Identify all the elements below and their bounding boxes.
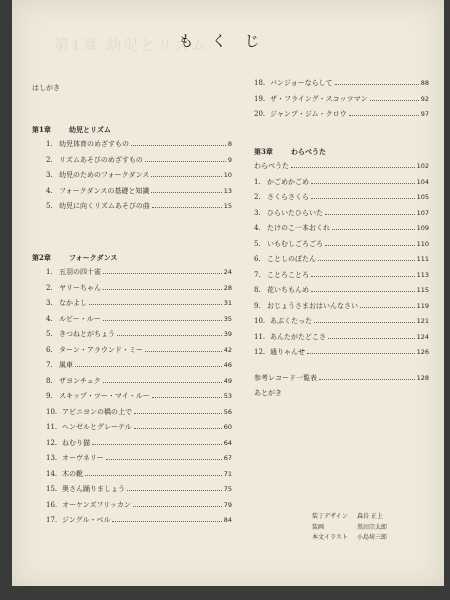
- toc-left-column: [32, 81, 232, 529]
- toc-entry: [254, 314, 429, 330]
- entry-page: 31: [223, 299, 232, 307]
- chapter-1-list: [32, 137, 232, 215]
- entry-number: 2.: [46, 283, 53, 292]
- leader-dots: [311, 291, 415, 292]
- entry-title: バンジョーならして: [270, 79, 333, 87]
- entry-number: 8.: [254, 286, 261, 294]
- entry-number: 11.: [46, 423, 58, 431]
- entry-number: 1.: [46, 140, 53, 148]
- chapter-3-intro: わらべうた 102: [254, 162, 429, 170]
- leader-dots: [103, 382, 222, 383]
- entry-title: 幼児体育のめざすもの: [59, 140, 129, 148]
- leader-dots: [112, 521, 221, 522]
- entry-title: フォークダンスの基礎と知識: [59, 186, 150, 195]
- entry-page: 64: [223, 438, 232, 447]
- toc-entry: [32, 389, 232, 405]
- entry-number: 8.: [46, 376, 53, 385]
- entry-title: おじょうさまおはいんなさい: [267, 301, 358, 310]
- entry-number: 3.: [254, 208, 261, 217]
- entry-number: 1.: [254, 177, 261, 186]
- leader-dots: [127, 490, 222, 491]
- entry-page: 110: [416, 239, 429, 248]
- entry-title: 五羽の四十雀: [59, 268, 101, 276]
- toc-entry: [254, 330, 429, 346]
- entry-title: かごめかごめ: [267, 177, 309, 186]
- book-page: [12, 0, 444, 586]
- toc-entry: [32, 420, 232, 436]
- entry-number: 18.: [254, 79, 266, 87]
- leader-dots: [332, 229, 415, 230]
- entry-number: 17.: [46, 516, 58, 524]
- entry-page: 49: [223, 376, 232, 385]
- leader-dots: [134, 428, 222, 429]
- entry-page: 97: [420, 110, 429, 118]
- entry-number: 2.: [254, 193, 261, 201]
- entry-number: 13.: [46, 454, 58, 462]
- entry-page: 126: [416, 348, 429, 356]
- credit-name: 小島埼三郎: [357, 534, 388, 541]
- credit-role: 装丁デザイン: [312, 513, 348, 520]
- entry-number: 19.: [254, 94, 266, 103]
- chapter-3-list: [254, 175, 429, 361]
- entry-title: あぶくたった: [270, 317, 312, 325]
- entry-title: アビニヨンの橋の上で: [62, 407, 132, 416]
- toc-entry: [254, 76, 429, 92]
- leader-dots: [314, 322, 415, 323]
- leader-dots: [152, 397, 222, 398]
- leader-dots: [85, 475, 222, 476]
- toc-entry: [32, 153, 232, 169]
- entry-title: なかよし: [59, 299, 87, 307]
- toc-entry: [32, 451, 232, 467]
- entry-page: 15: [223, 202, 232, 210]
- entry-number: 5.: [46, 202, 53, 210]
- entry-page: 75: [223, 485, 232, 493]
- leader-dots: [311, 183, 415, 184]
- leader-dots: [307, 353, 415, 354]
- entry-page: 46: [223, 361, 232, 369]
- leader-dots: [89, 304, 222, 305]
- entry-page: 10: [223, 171, 232, 179]
- chapter-2-heading: 第2章 フォークダンス: [32, 252, 118, 262]
- entry-number: 3.: [46, 171, 53, 179]
- entry-title: ねむり猫: [62, 438, 90, 447]
- entry-page: 119: [416, 301, 429, 310]
- entry-title: ことろことろ: [267, 270, 309, 279]
- entry-title: リズムあそびのめざすもの: [59, 155, 143, 164]
- entry-page: 124: [416, 332, 429, 341]
- leader-dots: [134, 413, 222, 414]
- toc-entry: [32, 405, 232, 421]
- toc-entry: [32, 327, 232, 343]
- entry-title: あんたがたどこさ: [270, 332, 326, 341]
- toc-entry: [254, 190, 429, 206]
- toc-entry: [32, 343, 232, 359]
- entry-page: 39: [223, 330, 232, 338]
- entry-title: ことしのぼたん: [267, 255, 316, 263]
- entry-page: 35: [223, 314, 232, 323]
- toc-entry: [32, 312, 232, 328]
- entry-number: 12.: [254, 348, 266, 356]
- entry-title: 木の靴: [62, 469, 83, 478]
- toc-entry: [32, 374, 232, 390]
- toc-entry: [32, 436, 232, 452]
- credit-name: 黒田宗太郎: [357, 523, 388, 531]
- entry-page: 71: [223, 469, 232, 478]
- entry-page: 8: [227, 140, 232, 148]
- credit-name: 森岩 正上: [357, 513, 383, 520]
- entry-page: 28: [223, 283, 232, 292]
- toc-entry: [254, 299, 429, 315]
- entry-number: 16.: [46, 500, 58, 509]
- entry-number: 20.: [254, 110, 266, 118]
- entry-number: 15.: [46, 485, 58, 493]
- chapter-3-heading: 第3章 わらべうた: [254, 146, 326, 156]
- toc-entry: [32, 137, 232, 153]
- entry-number: 4.: [254, 224, 261, 232]
- entry-page: 121: [416, 317, 429, 325]
- entry-title: きつねとがちょう: [59, 330, 115, 338]
- leader-dots: [370, 100, 419, 101]
- entry-number: 12.: [46, 438, 58, 447]
- toc-entry: [32, 513, 232, 529]
- toc-entry: [32, 199, 232, 215]
- entry-number: 3.: [46, 299, 53, 307]
- credit-line: [312, 533, 417, 544]
- entry-page: 84: [223, 516, 232, 524]
- leader-dots: [75, 366, 222, 367]
- entry-title: ルビー・ルー: [59, 314, 101, 323]
- toc-entry: [254, 92, 429, 108]
- entry-number: 1.: [46, 268, 53, 276]
- entry-number: 7.: [254, 270, 261, 279]
- toc-entry: [32, 265, 232, 281]
- entry-number: 9.: [46, 392, 53, 400]
- toc-right-column: [254, 76, 429, 402]
- toc-entry: [254, 221, 429, 237]
- entry-title: ザ・フライング・スコッツマン: [270, 94, 368, 103]
- entry-page: 113: [416, 270, 429, 279]
- entry-title: ヤリーちゃん: [59, 283, 101, 292]
- entry-title: ザヨンチェク: [59, 376, 101, 385]
- leader-dots: [131, 145, 226, 146]
- leader-dots: [103, 289, 222, 290]
- entry-number: 2.: [46, 155, 53, 164]
- entry-number: 6.: [254, 255, 261, 263]
- entry-page: 67: [223, 454, 232, 462]
- entry-title: ヘンゼルとグレーテル: [62, 423, 132, 431]
- entry-page: 24: [223, 268, 232, 276]
- entry-title: ひらいたひらいた: [267, 208, 323, 217]
- leader-dots: [151, 192, 221, 193]
- leader-dots: [349, 115, 419, 116]
- entry-page: 42: [223, 345, 232, 354]
- entry-page: 13: [223, 186, 232, 195]
- entry-page: 92: [420, 94, 429, 103]
- toc-entry: [254, 175, 429, 191]
- entry-page: 107: [416, 208, 429, 217]
- toc-entry: [32, 184, 232, 200]
- chapter-2-list: [32, 265, 232, 529]
- entry-page: 104: [416, 177, 429, 186]
- entry-number: 5.: [46, 330, 53, 338]
- leader-dots: [335, 84, 419, 85]
- toc-entry: [32, 498, 232, 514]
- toc-entry: [32, 467, 232, 483]
- leader-dots: [151, 176, 221, 177]
- leader-dots: [328, 338, 415, 339]
- entry-page: 109: [416, 224, 429, 232]
- leader-dots: [103, 320, 222, 321]
- toc-entry: [32, 168, 232, 184]
- toc-entry: [254, 252, 429, 268]
- leader-dots: [106, 459, 222, 460]
- entry-title: たけのこ一本おくれ: [267, 224, 330, 232]
- leader-dots: [92, 444, 222, 445]
- leader-dots: [311, 276, 415, 277]
- credit-role: 装画: [312, 523, 325, 531]
- entry-title: さくらさくら: [267, 193, 309, 201]
- entry-page: 88: [420, 79, 429, 87]
- toc-entry: [32, 296, 232, 312]
- toc-entry: [254, 206, 429, 222]
- entry-number: 5.: [254, 239, 261, 248]
- entry-title: 花いちもんめ: [267, 286, 309, 294]
- leader-dots: [325, 245, 415, 246]
- entry-page: 105: [416, 193, 429, 201]
- entry-title: 幼児のためのフォークダンス: [59, 171, 150, 179]
- toc-entry: [254, 237, 429, 253]
- toc-entry: [254, 107, 429, 123]
- entry-title: オーケンズフリッカン: [62, 500, 131, 509]
- toc-entry: [32, 358, 232, 374]
- entry-title: 風車: [59, 361, 73, 369]
- entry-number: 10.: [254, 317, 266, 325]
- entry-title: スキップ・ツー・マイ・ルー: [59, 392, 150, 400]
- entry-number: 9.: [254, 301, 261, 310]
- entry-page: 56: [223, 407, 232, 416]
- entry-title: オーヴネリー: [62, 454, 104, 462]
- entry-page: 53: [223, 392, 232, 400]
- toc-afterword: あとがき: [254, 389, 282, 397]
- toc-entry: [254, 283, 429, 299]
- leader-dots: [117, 335, 222, 336]
- show-through-text: 第1章 幼児とリズム: [54, 36, 209, 54]
- entry-page: 115: [416, 286, 429, 294]
- credit-line: [312, 523, 417, 534]
- entry-page: 79: [223, 500, 232, 509]
- credit-line: [312, 512, 417, 523]
- credits-block: [312, 512, 417, 544]
- entry-title: 通りゃんせ: [270, 348, 305, 356]
- entry-number: 6.: [46, 345, 53, 354]
- toc-entry: [254, 345, 429, 361]
- chapter-2-continued-list: [254, 76, 429, 123]
- entry-page: 9: [227, 155, 232, 164]
- leader-dots: [145, 351, 222, 352]
- leader-dots: [318, 260, 415, 261]
- leader-dots: [311, 198, 415, 199]
- entry-number: 10.: [46, 407, 58, 416]
- entry-title: ジングル・ベル: [62, 516, 111, 524]
- leader-dots: [103, 273, 222, 274]
- toc-entry: [32, 281, 232, 297]
- leader-dots: [152, 207, 222, 208]
- entry-title: ターン・アラウンド・ミー: [59, 345, 143, 354]
- leader-dots: [133, 506, 222, 507]
- leader-dots: [360, 307, 415, 308]
- entry-number: 7.: [46, 361, 53, 369]
- entry-title: ジャンプ・ジム・クロウ: [270, 110, 347, 118]
- chapter-1-heading: 第1章 幼児とリズム: [32, 124, 111, 134]
- page-title: もくじ: [178, 32, 278, 50]
- entry-page: 111: [416, 255, 429, 263]
- toc-entry: [32, 482, 232, 498]
- toc-entry: [254, 268, 429, 284]
- entry-title: 奥さん踊りましょう: [62, 485, 125, 493]
- credit-role: 本文イラスト: [312, 534, 348, 541]
- entry-number: 4.: [46, 186, 53, 195]
- entry-page: 60: [223, 423, 232, 431]
- toc-preface: はしがき: [32, 84, 60, 92]
- entry-number: 11.: [254, 332, 266, 341]
- entry-number: 4.: [46, 314, 53, 323]
- entry-title: いもむしごろごろ: [267, 239, 323, 248]
- leader-dots: [145, 161, 226, 162]
- leader-dots: [325, 214, 415, 215]
- entry-title: 幼児に向くリズムあそびの曲: [59, 202, 150, 210]
- toc-records: 参考レコード一覧表 128: [254, 373, 429, 382]
- entry-number: 14.: [46, 469, 58, 478]
